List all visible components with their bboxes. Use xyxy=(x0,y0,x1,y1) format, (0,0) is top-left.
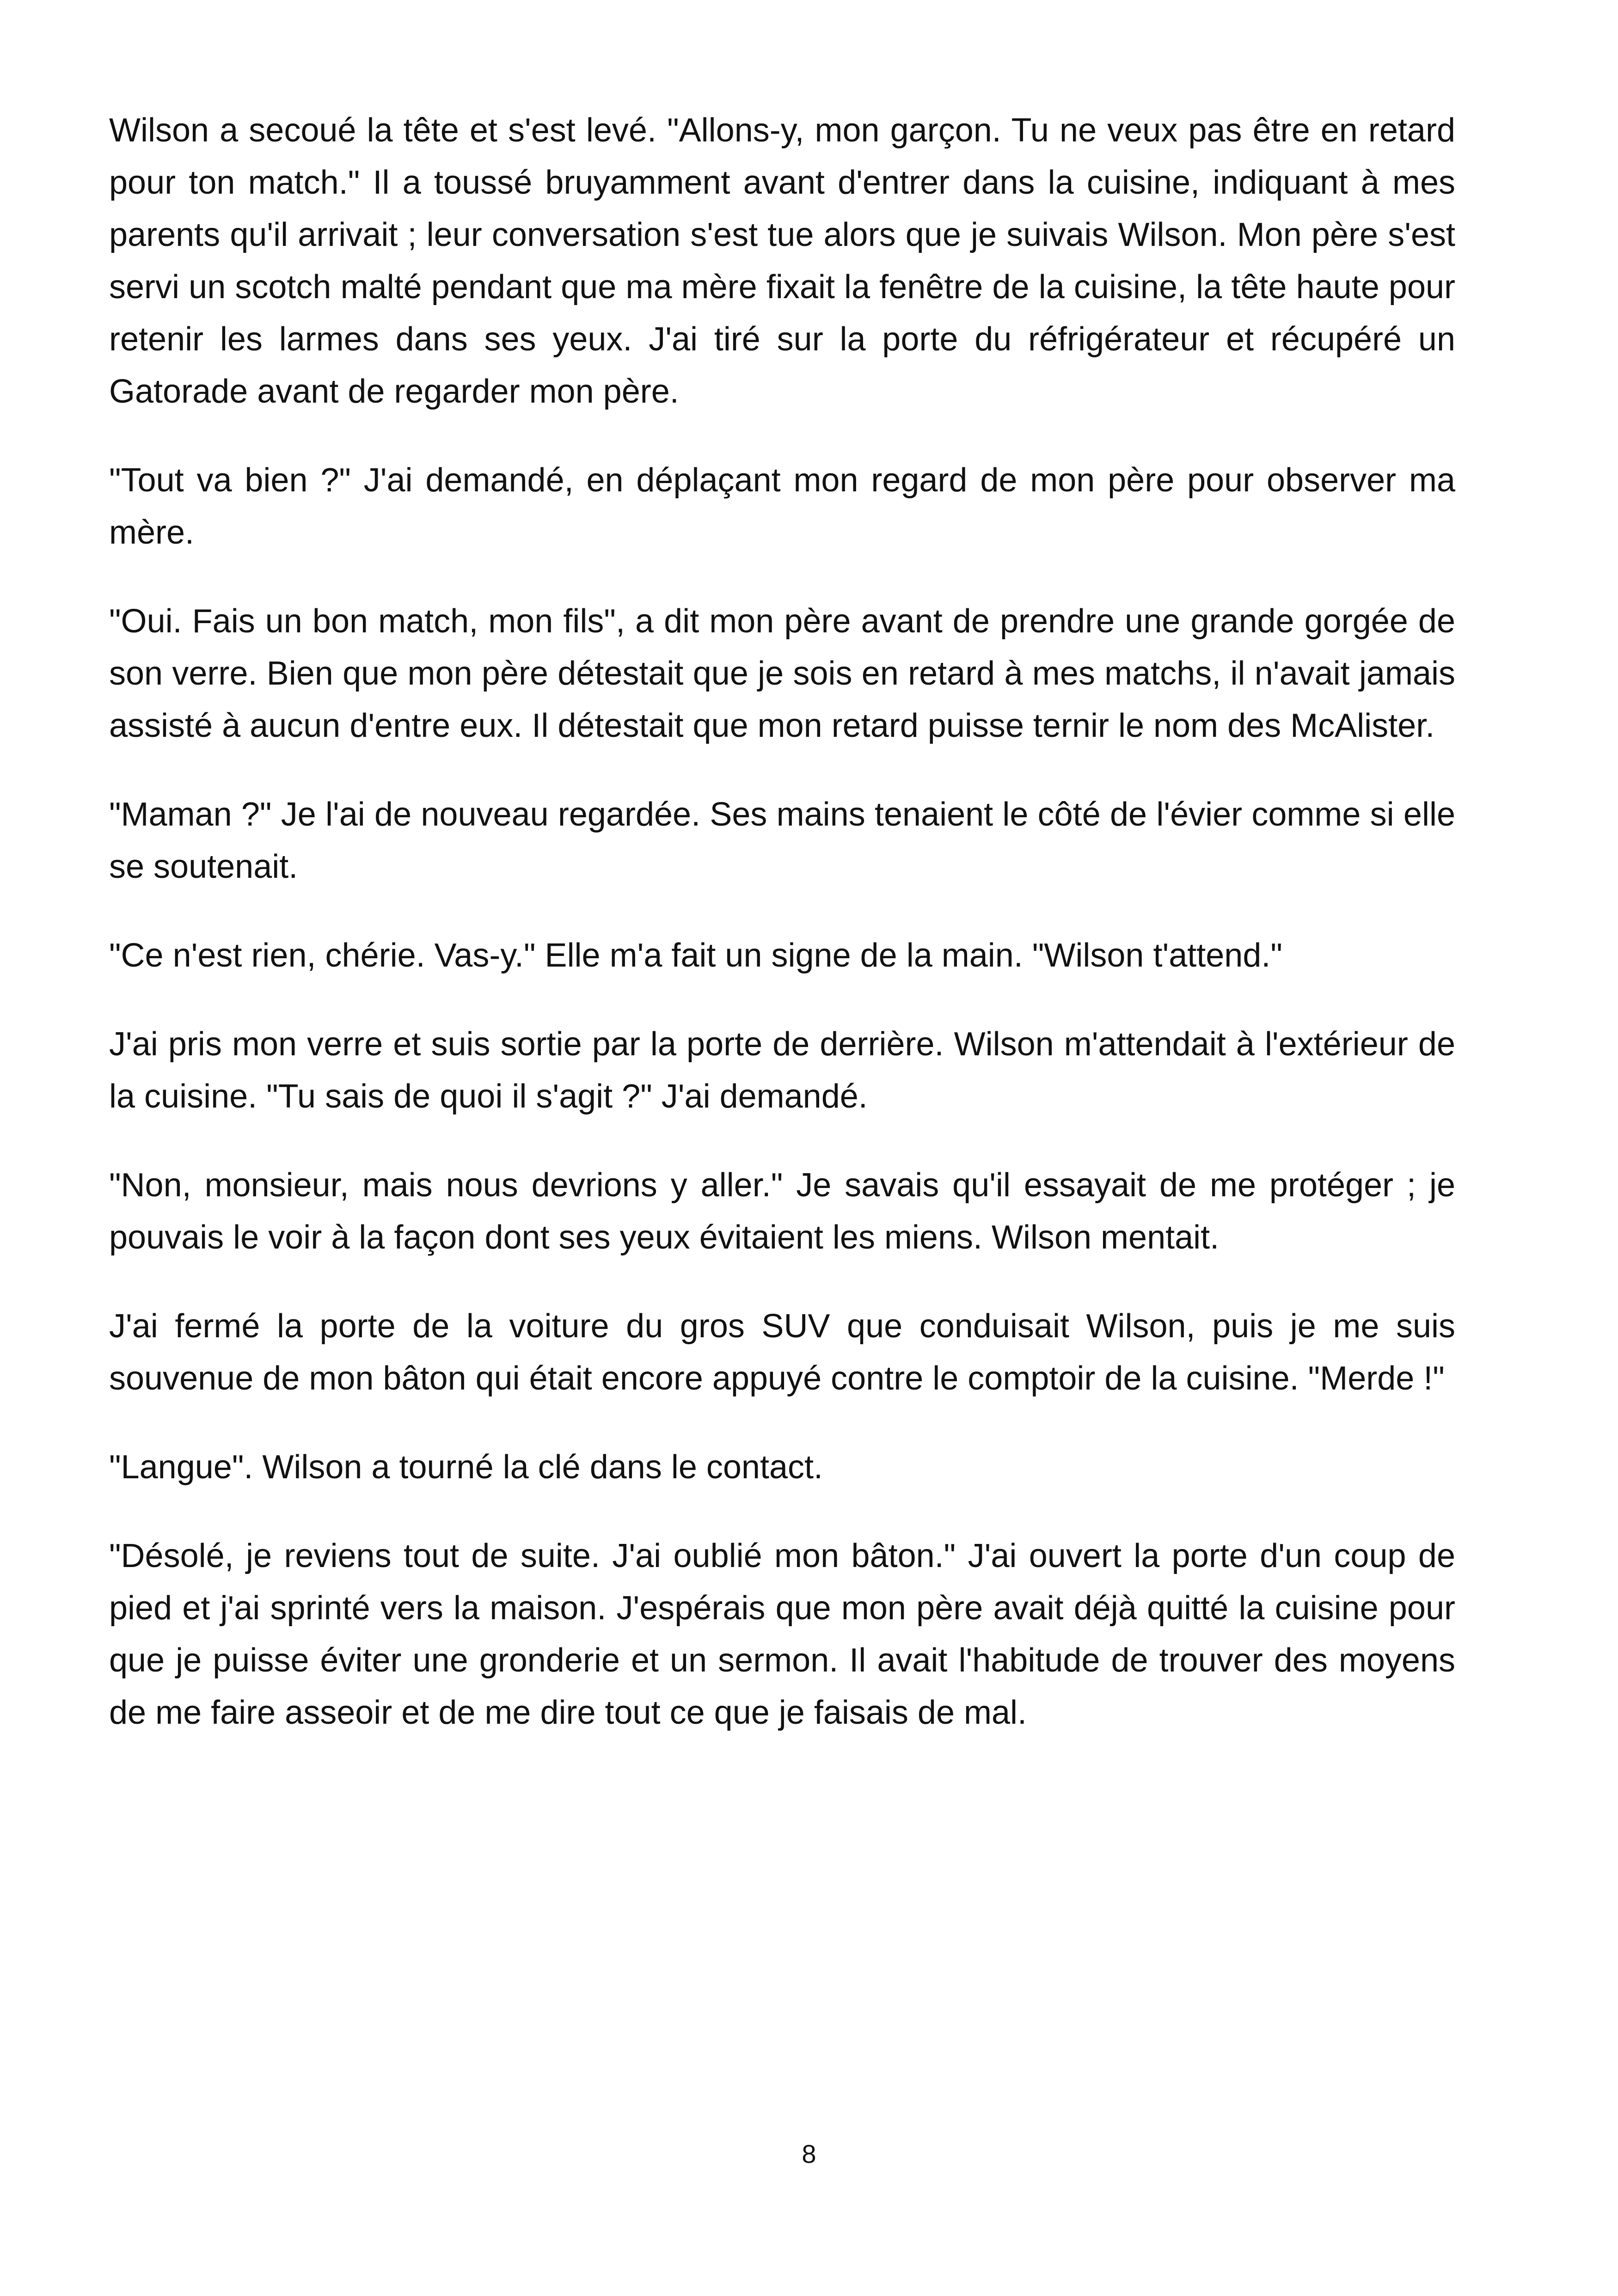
paragraph-3: "Oui. Fais un bon match, mon fils", a dit mon père avant de prendre une grande gorgée de son verre. Bien que mon père détestait que je sois en retard à mes matchs, il n'avait jamais assisté à aucun d'entre eux. Il détestait que mon retard puisse ternir le nom des McAlister. xyxy=(109,603,1455,744)
body-text xyxy=(109,104,1455,1776)
paragraph-1: Wilson a secoué la tête et s'est levé. "Allons-y, mon garçon. Tu ne veux pas être en retard pour ton match." Il a toussé bruyamment avant d'entrer dans la cuisine, indiquant à mes parents qu'il arrivait ; leur conversation s'est tue alors que je suivais Wilson. Mon père s'est servi un scotch malté pendant que ma mère fixait la fenêtre de la cuisine, la tête haute pour retenir les larmes dans ses yeux. J'ai tiré sur la porte du réfrigérateur et récupéré un Gatorade avant de regarder mon père. xyxy=(109,112,1455,410)
paragraph-8: J'ai fermé la porte de la voiture du gros SUV que conduisait Wilson, puis je me suis souvenue de mon bâton qui était encore appuyé contre le comptoir de la cuisine. "Merde !" xyxy=(109,1308,1455,1397)
paragraph-9: "Langue". Wilson a tourné la clé dans le contact. xyxy=(109,1449,823,1486)
paragraph-2: "Tout va bien ?" J'ai demandé, en déplaçant mon regard de mon père pour observer ma mère. xyxy=(109,462,1455,551)
page-number: 8 xyxy=(802,2139,816,2168)
paragraph-4: "Maman ?" Je l'ai de nouveau regardée. Ses mains tenaient le côté de l'évier comme si elle se soutenait. xyxy=(109,796,1455,885)
paragraph-7: "Non, monsieur, mais nous devrions y aller." Je savais qu'il essayait de me protéger ; je pouvais le voir à la façon dont ses yeux évitaient les miens. Wilson mentait. xyxy=(109,1167,1455,1256)
paragraph-6: J'ai pris mon verre et suis sortie par la porte de derrière. Wilson m'attendait à l'extérieur de la cuisine. "Tu sais de quoi il s'agit ?" J'ai demandé. xyxy=(109,1026,1455,1115)
paragraph-5: "Ce n'est rien, chérie. Vas-y." Elle m'a fait un signe de la main. "Wilson t'attend." xyxy=(109,937,1282,974)
paragraph-10: "Désolé, je reviens tout de suite. J'ai oublié mon bâton." J'ai ouvert la porte d'un coup de pied et j'ai sprinté vers la maison. J'espérais que mon père avait déjà quitté la cuisine pour que je puisse éviter une gronderie et un sermon. Il avait l'habitude de trouver des moyens de me faire asseoir et de me dire tout ce que je faisais de mal. xyxy=(109,1537,1455,1731)
